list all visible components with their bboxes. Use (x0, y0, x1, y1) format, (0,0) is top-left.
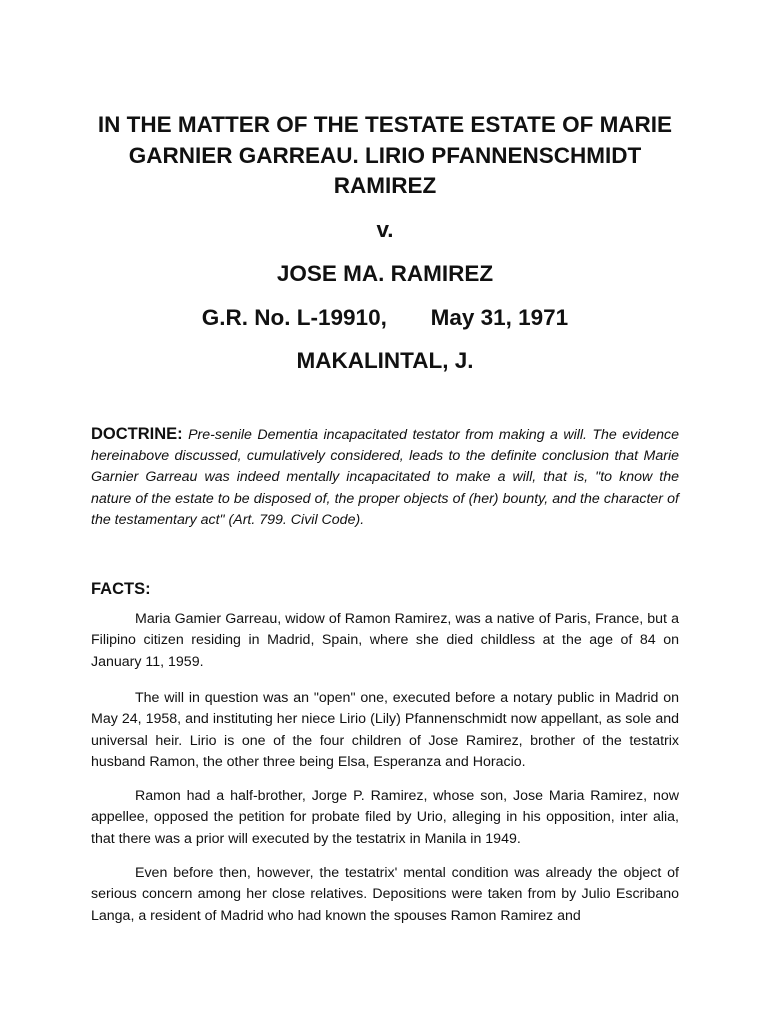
ponente: MAKALINTAL, J. (296, 348, 474, 373)
case-title: IN THE MATTER OF THE TESTATE ESTATE OF MARIE GARNIER GARREAU. LIRIO PFANNENSCHMIDT RAMIREZ (97, 112, 673, 198)
case-number-date: G.R. No. L-19910, May 31, 1971 (201, 305, 569, 330)
respondent-name: JOSE MA. RAMIREZ (276, 261, 494, 286)
versus-label: v. (376, 217, 394, 242)
doctrine-label: DOCTRINE: (91, 425, 183, 443)
facts-paragraph: Maria Gamier Garreau, widow of Ramon Ramirez, was a native of Paris, France, but a Filipino citizen residing in Madrid, Spain, where she died childless at the age of 84 on January 11, 1959. (91, 611, 679, 670)
facts-paragraph: The will in question was an "open" one, executed before a notary public in Madrid on May 24, 1958, and instituting her niece Lirio (Lily) Pfannenschmidt now appellant, as sole and universal heir. Lirio is one of the four children of Jose Ramirez, brother of the testatrix husband Ramon, the other three being Elsa, Esperanza and Horacio. (91, 690, 679, 770)
facts-paragraph: Ramon had a half-brother, Jorge P. Ramirez, whose son, Jose Maria Ramirez, now appellee, opposed the petition for probate filed by Urio, alleging in his opposition, inter alia, that there was a prior will executed by the testatrix in Manila in 1949. (91, 788, 679, 847)
doctrine-text: Pre-senile Dementia incapacitated testator from making a will. The evidence hereinabove discussed, cumulatively considered, leads to the definite conclusion that Marie Garnier Garreau was indeed mentally incapacitated to make a will, that is, "to know the nature of the estate to be disposed of, the proper objects of (her) bounty, and the character of the testamentary act" (Art. 799. Civil Code). (91, 427, 680, 528)
facts-heading: FACTS: (91, 580, 151, 598)
facts-paragraph: Even before then, however, the testatrix' mental condition was already the object of serious concern among her close relatives. Depositions were taken from by Julio Escribano Langa, a resident of Madrid who had known the spouses Ramon Ramirez and (91, 865, 679, 924)
doctrine-paragraph (91, 424, 679, 531)
